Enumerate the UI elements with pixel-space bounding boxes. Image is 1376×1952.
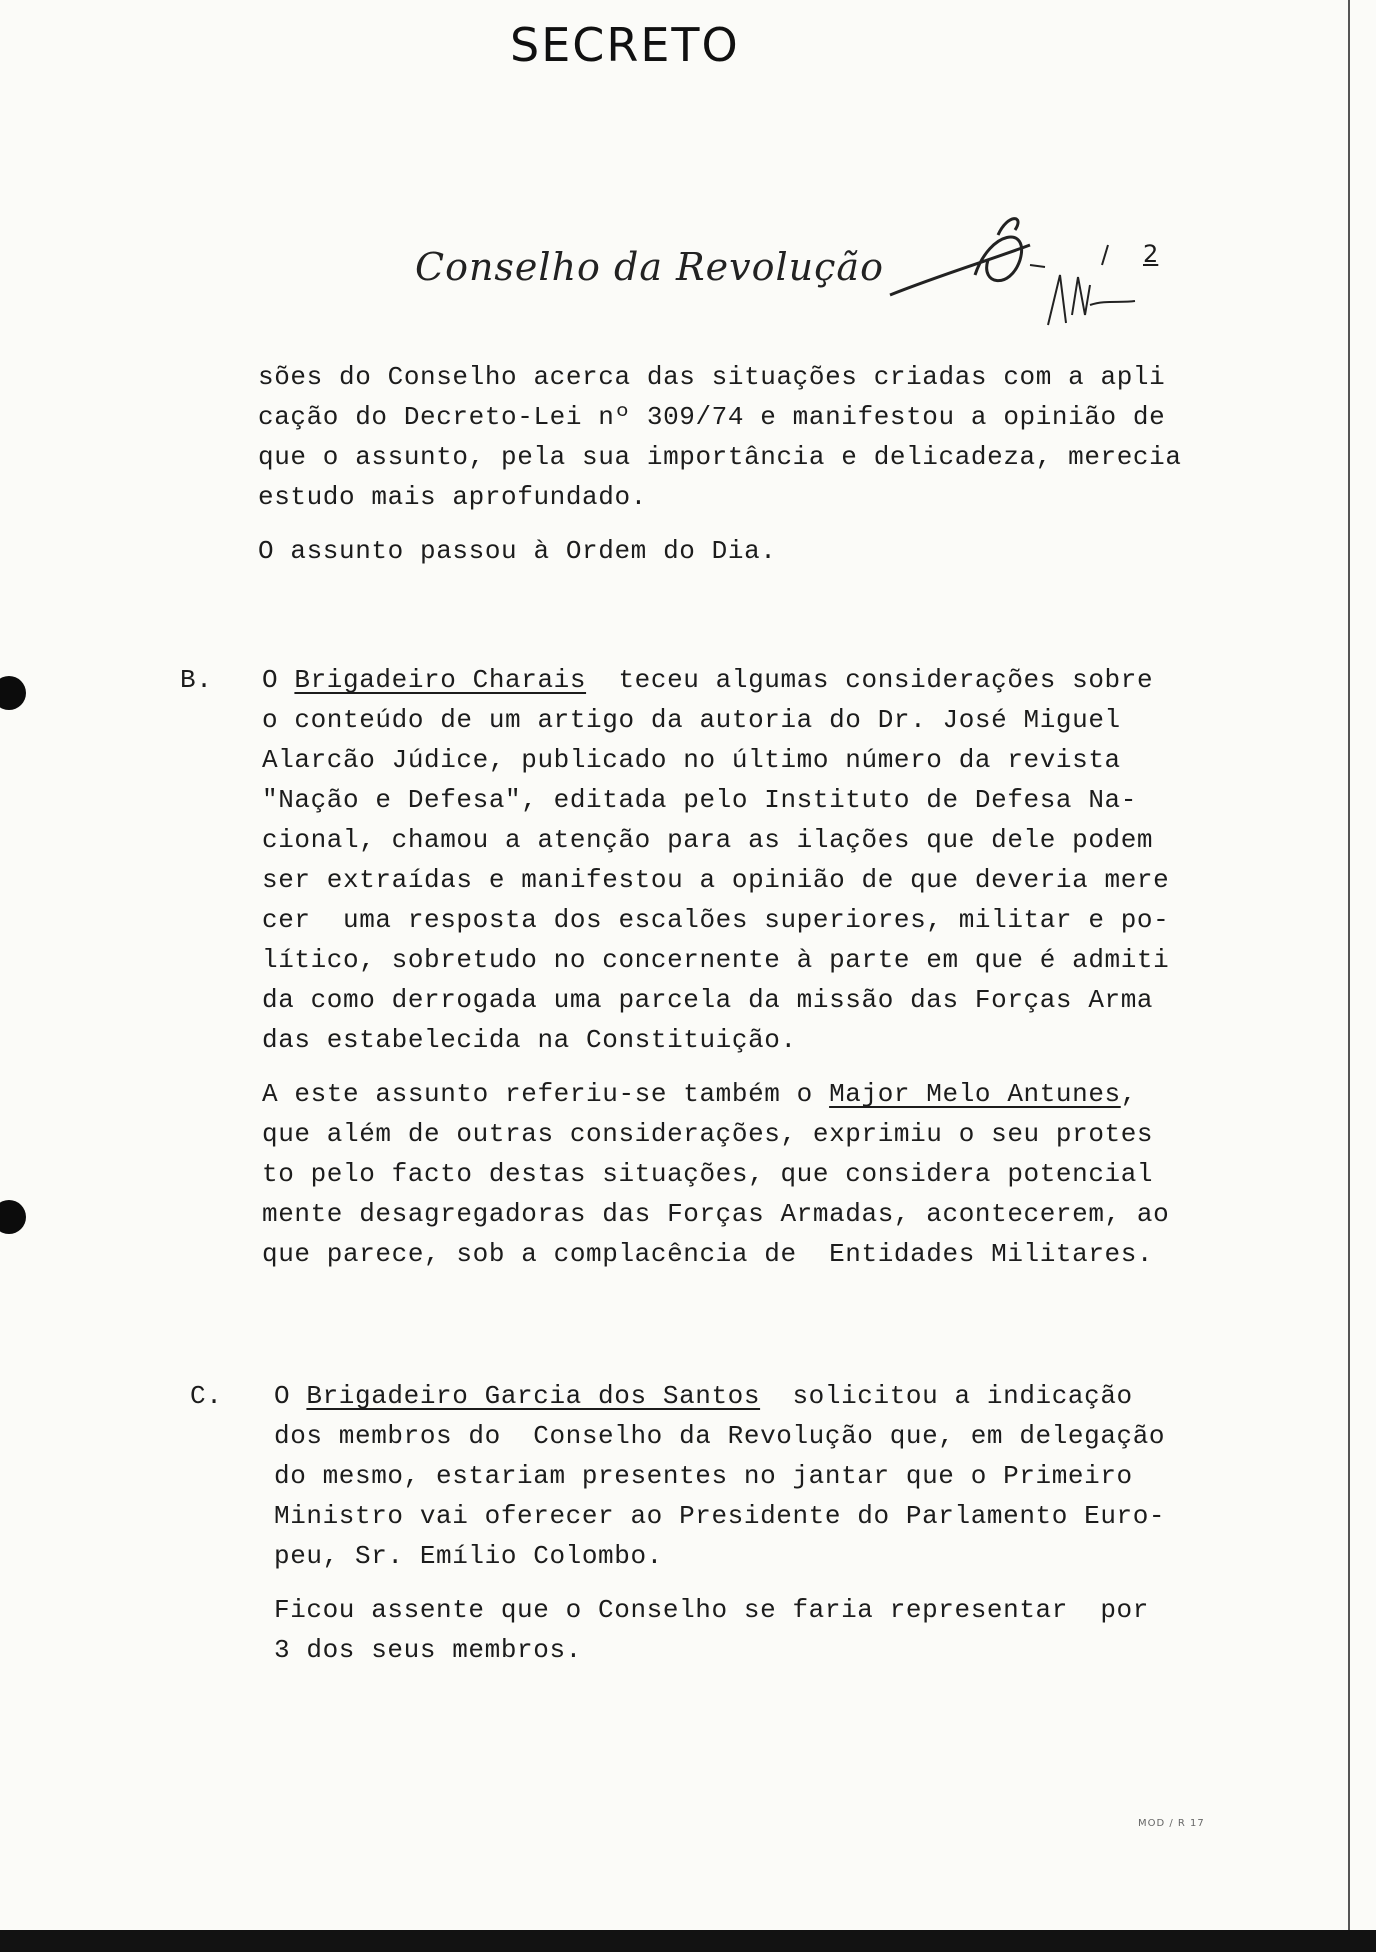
text-line: Alarcão Júdice, publicado no último número da revista [262,745,1121,775]
handwritten-initials [880,205,1140,345]
text-line: 3 dos seus membros. [274,1635,582,1665]
classification-stamp: SECRETO [510,18,740,72]
section-b-body [262,660,1169,1274]
text-fragment: , [1120,1079,1137,1109]
text-line: to pelo facto destas situações, que considera potencial [262,1159,1154,1189]
text-line: das estabelecida na Constituição. [262,1025,797,1055]
section-c-body [274,1376,1165,1670]
text-line: Ministro vai oferecer ao Presidente do Parlamento Euro- [274,1501,1166,1531]
text-line [262,1074,1169,1114]
member-name: Brigadeiro Garcia dos Santos [306,1381,761,1411]
text-line: ser extraídas e manifestou a opinião de que deveria mere [262,865,1170,895]
text-line: que parece, sob a complacência de Entidades Militares. [262,1239,1154,1269]
text-line: cional, chamou a atenção para as ilações que dele podem [262,825,1154,855]
member-name: Brigadeiro Charais [294,665,587,695]
text-line: O Brigadeiro Garcia dos Santos solicitou a indicação [274,1381,1133,1411]
text-line: Ficou assente que o Conselho se faria representar por [274,1595,1149,1625]
punch-hole [0,1200,26,1234]
form-code: MOD / R 17 [1138,1818,1205,1829]
text-fragment: A este assunto referiu-se também o [262,1079,830,1109]
section-marker: B. [180,665,213,695]
text-line: o conteúdo de um artigo da autoria do Dr. José Miguel [262,705,1121,735]
scan-border [0,1930,1376,1952]
text-line: mente desagregadoras das Forças Armadas, acontecerem, ao [262,1199,1170,1229]
text-fragment: solicitou a indicação [792,1381,1133,1411]
text-line: O Brigadeiro Charais teceu algumas considerações sobre [262,665,1154,695]
punch-hole [0,676,26,710]
intro-paragraph [258,357,1182,571]
text-line: dos membros do Conselho da Revolução que, em delegação [274,1421,1166,1451]
text-line: estudo mais aprofundado. [258,482,647,512]
text-line: cação do Decreto-Lei nº 309/74 e manifestou a opinião de [258,402,1166,432]
section-marker: C. [190,1381,223,1411]
text-line: da como derrogada uma parcela da missão das Forças Arma [262,985,1154,1015]
text-line: do mesmo, estariam presentes no jantar que o Primeiro [274,1461,1133,1491]
text-line: que além de outras considerações, exprimiu o seu protes [262,1119,1154,1149]
text-line: lítico, sobretudo no concernente à parte em que é admiti [262,945,1170,975]
page-number: 2 [1143,240,1159,268]
text-line: "Nação e Defesa", editada pelo Instituto de Defesa Na- [262,785,1137,815]
letterhead-title: Conselho da Revolução [415,245,884,289]
member-name: Major Melo Antunes [829,1079,1121,1109]
text-fragment: teceu algumas considerações sobre [618,665,1154,695]
text-line: que o assunto, pela sua importância e delicadeza, merecia [258,442,1182,472]
text-line: cer uma resposta dos escalões superiores, militar e po- [262,905,1170,935]
page-edge [1348,0,1350,1952]
text-line: peu, Sr. Emílio Colombo. [274,1541,663,1571]
text-line: O assunto passou à Ordem do Dia. [258,536,777,566]
text-line: sões do Conselho acerca das situações criadas com a apli [258,362,1166,392]
